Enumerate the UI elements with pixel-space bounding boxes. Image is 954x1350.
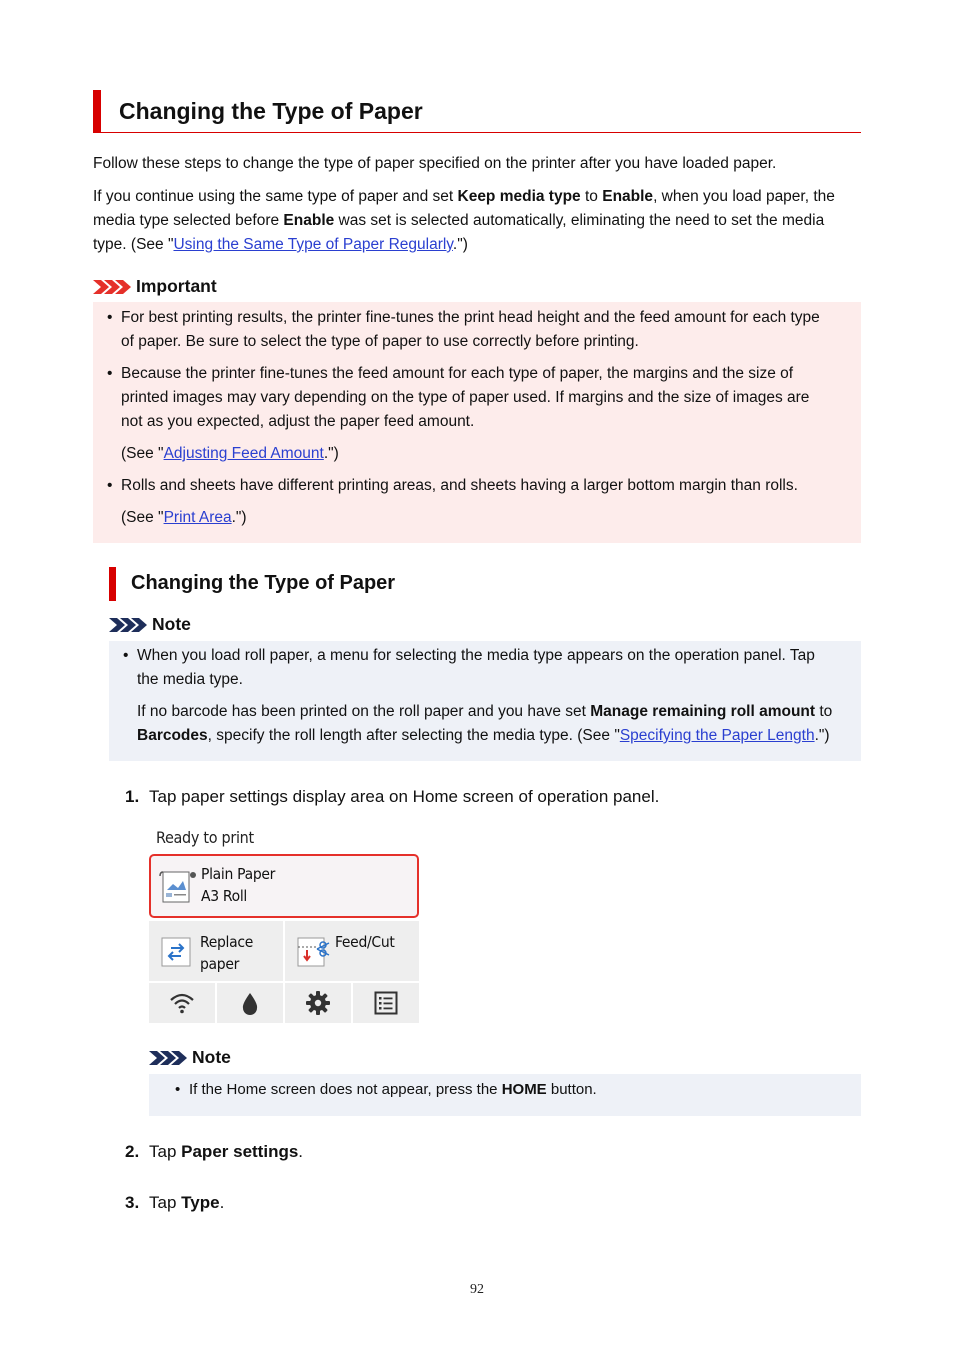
- note-box-1: [109, 641, 861, 761]
- roll-paper-icon: [159, 868, 197, 906]
- important-bullet-1: • For best printing results, the printer fine-tunes the print head height and the feed amount for each type of paper. Be sure to select the type of paper to use correctly before printing.: [107, 309, 820, 350]
- note-arrows-icon: [149, 1050, 187, 1066]
- important-box: [93, 302, 861, 543]
- gear-icon: [306, 991, 330, 1015]
- note-2-bullet: • If the Home screen does not appear, press the HOME button.: [175, 1081, 597, 1098]
- step-3: 3. Tap Type.: [125, 1193, 225, 1212]
- wifi-tile[interactable]: [149, 983, 215, 1023]
- link-specifying-paper-length[interactable]: Specifying the Paper Length: [619, 727, 815, 744]
- note-1-barcode-text: If no barcode has been printed on the roll paper and you have set Manage remaining roll amount to Barcodes, specify the roll length after selecting the media type. (See "Specifying the Paper Length."): [137, 703, 833, 744]
- job-list-tile[interactable]: [353, 983, 419, 1023]
- page-title-text: Changing the Type of Paper: [119, 98, 423, 124]
- important-bullet-2: • Because the printer fine-tunes the feed amount for each type of paper, the margins and the size of printed images may vary depending on the type of paper used. If margins and the size of images are not as you expected, adjust the paper feed amount.: [107, 365, 810, 430]
- intro-paragraph-1: Follow these steps to change the type of paper specified on the printer after you have loaded paper.: [93, 155, 777, 172]
- step-1: 1. Tap paper settings display area on Home screen of operation panel.: [125, 787, 660, 806]
- important-bullet-3: • Rolls and sheets have different printing areas, and sheets having a larger bottom margin than rolls.: [107, 477, 798, 494]
- paper-size-label: A3 Roll: [201, 887, 248, 905]
- replace-paper-label: Replace paper: [200, 933, 253, 973]
- replace-paper-tile[interactable]: [149, 921, 283, 981]
- settings-tile[interactable]: [285, 983, 351, 1023]
- note-heading-1: Note: [109, 614, 191, 635]
- operation-panel-screenshot: [149, 823, 419, 1023]
- important-see-1: (See "Adjusting Feed Amount."): [121, 445, 339, 462]
- feed-cut-label: Feed/Cut: [335, 933, 395, 951]
- panel-status-text: Ready to print: [156, 828, 254, 847]
- important-see-2: (See "Print Area."): [121, 509, 247, 526]
- ink-tile[interactable]: [217, 983, 283, 1023]
- note-box-2: [149, 1074, 861, 1116]
- step-2: 2. Tap Paper settings.: [125, 1142, 304, 1161]
- important-heading: Important: [93, 276, 217, 297]
- list-icon: [374, 991, 398, 1015]
- feed-cut-icon: [295, 935, 331, 969]
- important-arrows-icon: [93, 279, 131, 295]
- page-number: 92: [470, 1282, 484, 1297]
- wifi-icon: [169, 992, 195, 1014]
- note-heading-2: Note: [149, 1047, 231, 1068]
- link-adjusting-feed-amount[interactable]: Adjusting Feed Amount: [163, 445, 324, 462]
- paper-type-label: Plain Paper: [201, 865, 276, 883]
- feed-cut-tile[interactable]: [285, 921, 419, 981]
- ink-drop-icon: [241, 992, 259, 1015]
- link-same-type-regularly[interactable]: Using the Same Type of Paper Regularly: [173, 236, 453, 253]
- note-1-bullet: • When you load roll paper, a menu for selecting the media type appears on the operation panel. Tap the media type.: [123, 647, 815, 688]
- section-heading: Changing the Type of Paper: [109, 567, 709, 601]
- replace-paper-icon: [159, 935, 193, 969]
- page-title: [93, 90, 861, 133]
- intro-paragraph-2: If you continue using the same type of paper and set Keep media type to Enable, when you load paper, the media type selected before Enable was set is selected automatically, eliminating the need to set the media type. (See "Using the Same Type of Paper Regularly."): [93, 188, 835, 253]
- note-arrows-icon: [109, 617, 147, 633]
- link-print-area[interactable]: Print Area: [163, 509, 232, 526]
- paper-settings-display-area[interactable]: [149, 854, 419, 918]
